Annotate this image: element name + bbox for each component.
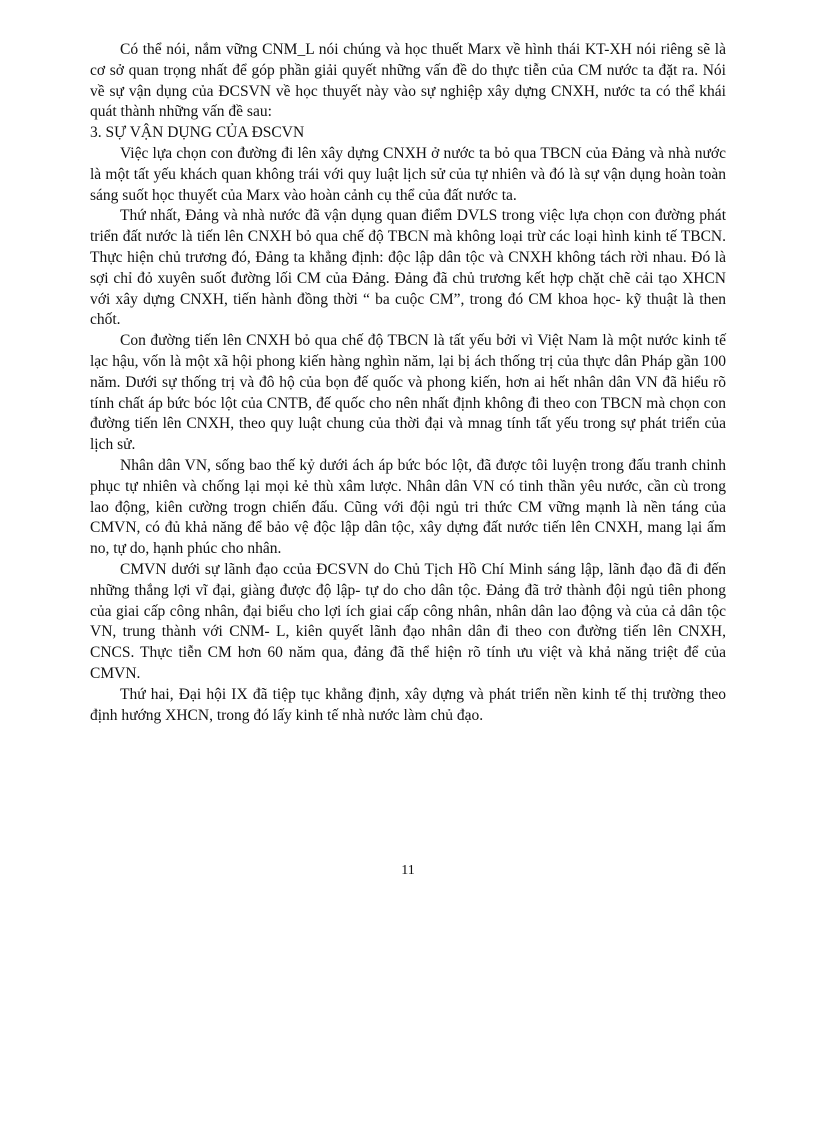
paragraph-choice-of-path: Việc lựa chọn con đường đi lên xây dựng CNXH ở nước ta bỏ qua TBCN của Đảng và nhà nước là một tất yếu khách quan không trái với quy luật lịch sử của tự nhiên và đó là sự vận dụng hoàn toàn sáng suốt học thuyết của Marx vào hoàn cảnh cụ thể của đất nước ta. xyxy=(90,144,726,204)
paragraph-people: Nhân dân VN, sống bao thế kỷ dưới ách áp bức bóc lột, đã được tôi luyện trong đấu tranh chinh phục tự nhiên và chống lại mọi kẻ thù xâm lược. Nhân dân VN có tinh thần yêu nước, cần cù trong lao động, kiên cường trogn chiến đấu. Cũng với đội ngủ tri thức CM vững mạnh là nền táng của CMVN, có đủ khả năng để bảo vệ độc lập dân tộc, xây dựng đất nước tiến lên CNXH, mang lại ấm no, tự do, hạnh phúc cho nhân. xyxy=(90,456,726,558)
paragraph-first-point: Thứ nhất, Đảng và nhà nước đã vận dụng quan điểm DVLS trong việc lựa chọn con đường phát triển đất nước là tiến lên CNXH bỏ qua chế độ TBCN mà không loại trừ các loại hình kinh tế TBCN. Thực hiện chủ trương đó, Đảng ta khẳng định: độc lập dân tộc và CNXH không tách rời nhau. Đó là sợi chỉ đỏ xuyên suốt đường lối CM của Đảng. Đảng đã chủ trương kết hợp chặt chẽ cải tạo XHCN với xây dựng CNXH, tiến hành đồng thời “ ba cuộc CM”, trong đó CM khoa học- kỹ thuật là then chốt. xyxy=(90,207,726,329)
paragraph-necessity: Con đường tiến lên CNXH bỏ qua chế độ TBCN là tất yếu bởi vì Việt Nam là một nước kinh tế lạc hậu, vốn là một xã hội phong kiến hàng nghìn năm, lại bị ách thống trị của thực dân Pháp gần 100 năm. Dưới sự thống trị và đô hộ của bọn đế quốc và phong kiến, hơn ai hết nhân dân VN đã hiểu rõ tính chất áp bức bóc lột của CNTB, đế quốc cho nên nhất định không đi theo con TBCN mà chọn con đường tiến lên CNXH, theo quy luật chung của thời đại và mnag tính tất yếu trong sự phát triển của lịch sử. xyxy=(90,332,726,454)
paragraph-party-leadership: CMVN dưới sự lãnh đạo ccủa ĐCSVN do Chủ Tịch Hồ Chí Minh sáng lập, lãnh đạo đã đi đến những thắng lợi vĩ đại, giàng được độ lập- tự do cho dân tộc. Đảng đã trở thành đội ngủ tiên phong của giai cấp công nhân, đại biểu cho lợi ích giai cấp công nhân, nhân dân lao động và của cả dân tộc VN, trung thành với CNM- L, kiên quyết lãnh đạo nhân dân đi theo con đường tiến lên CNXH, CNCS. Thực tiễn CM hơn 60 năm qua, đảng đã thể hiện rõ tính ưu việt và khả năng triệt để của CMVN. xyxy=(90,560,726,682)
document-page xyxy=(90,40,726,726)
section-heading: 3. SỰ VẬN DỤNG CỦA ĐSCVN xyxy=(90,124,305,142)
paragraph-intro: Có thể nói, nắm vững CNM_L nói chúng và học thuết Marx về hình thái KT-XH nói riêng sẽ là cơ sở quan trọng nhất để góp phần giải quyết những vấn đề do thực tiễn của CM nước ta đặt ra. Nói về sự vận dụng của ĐCSVN về học thuyết này vào sự nghiệp xây dựng CNXH, nước ta có thể khái quát thành những vấn đề sau: xyxy=(90,41,726,121)
page-number: 11 xyxy=(401,863,415,878)
paragraph-second-point: Thứ hai, Đại hội IX đã tiệp tục khẳng định, xây dựng và phát triển nền kinh tế thị trường theo định hướng XHCN, trong đó lấy kinh tế nhà nước làm chủ đạo. xyxy=(90,685,726,724)
